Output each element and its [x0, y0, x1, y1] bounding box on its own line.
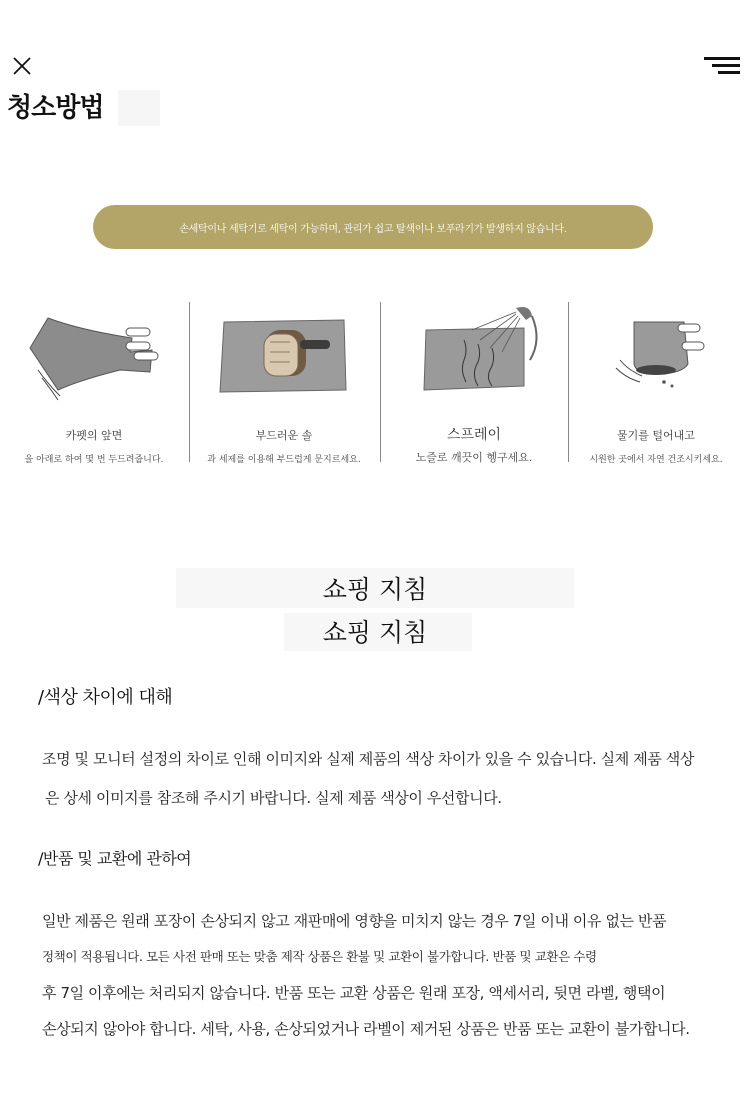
spray-shower-icon [380, 290, 568, 410]
carpet-back-icon [0, 290, 188, 410]
step-desc: 노즐로 깨끗이 헹구세요. [415, 451, 533, 464]
cleaning-steps [0, 290, 750, 475]
paragraph-line: 은 상세 이미지를 참조해 주시기 바랍니다. 실제 제품 색상이 우선합니다. [45, 789, 502, 807]
step-desc: 을 아래로 하여 몇 번 두드려줍니다. [24, 455, 164, 465]
soft-brush-icon [190, 290, 378, 410]
paragraph-line: 일반 제품은 원래 포장이 손상되지 않고 재판매에 영향을 미치지 않는 경우 7일 이내 이유 없는 반품 [42, 912, 667, 930]
shopping-guide-title: 쇼핑 지침 [322, 575, 428, 604]
hamburger-menu-icon [704, 55, 740, 77]
close-icon [10, 55, 34, 79]
close-button[interactable] [10, 55, 34, 79]
page-title: 청소방법 [7, 93, 104, 123]
paragraph-line: 후 7일 이후에는 처리되지 않습니다. 반품 또는 교환 상품은 원래 포장, 액세서리, 뒷면 라벨, 행택이 [42, 984, 666, 1002]
title-smudge [118, 90, 160, 126]
step-2 [190, 290, 378, 475]
step-3 [380, 290, 568, 475]
shopping-guide-title-repeat: 쇼핑 지침 [322, 618, 428, 647]
step-4 [562, 290, 750, 475]
step-title: 부드러운 솔 [255, 429, 313, 442]
return-exchange-heading: /반품 및 교환에 관하여 [38, 849, 192, 868]
step-desc: 과 세제를 이용해 부드럽게 문지르세요. [207, 455, 361, 465]
step-title: 물기를 털어내고 [617, 429, 695, 442]
paragraph-line: 정책이 적용됩니다. 모든 사전 판매 또는 맞춤 제작 상품은 환불 및 교환이 불가합니다. 반품 및 교환은 수령 [42, 949, 597, 964]
banner-text: 손세탁이나 세탁기로 세탁이 가능하며, 관리가 쉽고 탈색이나 보푸라기가 발생하지 않습니다. [179, 224, 567, 235]
paragraph-line: 조명 및 모니터 설정의 차이로 인해 이미지와 실제 제품의 색상 차이가 있을 수 있습니다. 실제 제품 색상 [42, 750, 694, 768]
step-1 [0, 290, 188, 475]
menu-button[interactable] [704, 55, 740, 77]
info-banner [93, 205, 653, 249]
shake-dry-icon [562, 290, 750, 410]
paragraph-line: 손상되지 않아야 합니다. 세탁, 사용, 손상되었거나 라벨이 제거된 상품은 반품 또는 교환이 불가합니다. [42, 1020, 690, 1038]
color-difference-heading: /색상 차이에 대해 [38, 687, 173, 708]
step-title: 스프레이 [446, 427, 502, 443]
step-title: 카펫의 앞면 [65, 429, 123, 442]
step-desc: 시원한 곳에서 자연 건조시키세요. [589, 455, 723, 465]
